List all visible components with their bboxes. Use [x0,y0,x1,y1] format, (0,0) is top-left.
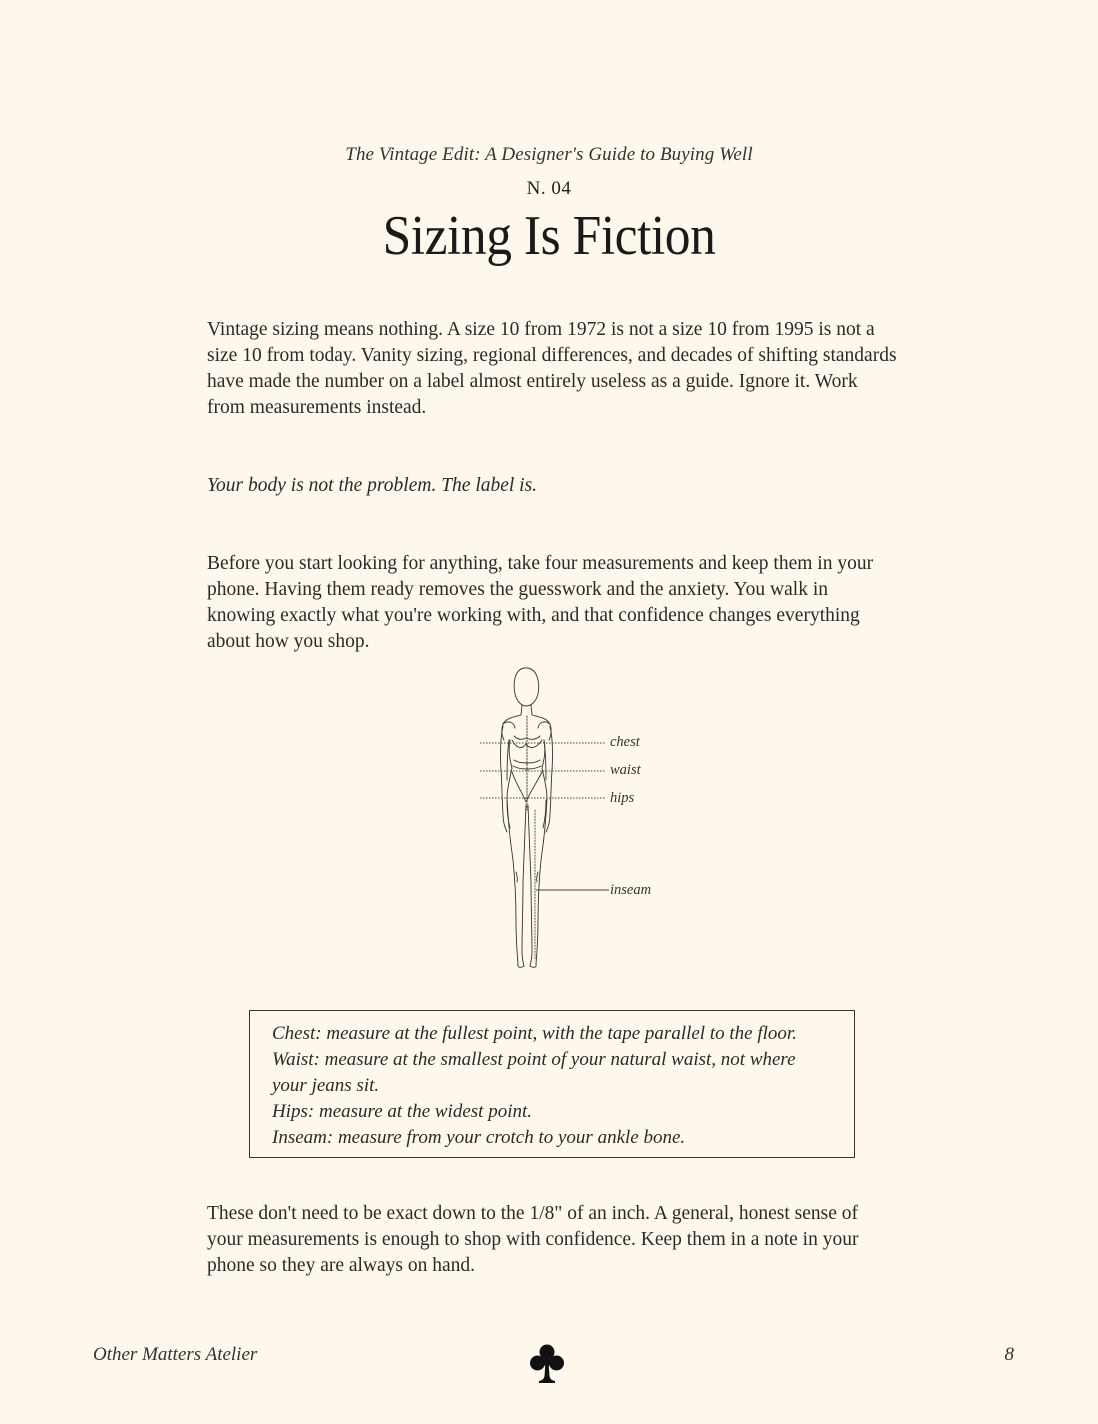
pull-quote: Your body is not the problem. The label is. [207,475,538,496]
hips-label: hips [610,790,635,806]
figure-right-leg-outer [536,798,547,964]
figure-neck [521,705,532,715]
note-hips: Hips: measure at the widest point. [272,1101,532,1122]
body-measurement-figure [470,660,670,972]
inseam-label: inseam [610,882,652,898]
figure-left-foot [518,964,524,967]
figure-left-leg-outer [507,798,518,964]
measurement-notes-box [249,1010,855,1158]
fashion-croquis-illustration [470,660,670,972]
figure-right-arm [546,726,553,832]
page-number: 8 [1004,1344,1014,1365]
series-title: The Vintage Edit: A Designer's Guide to Buying Well [345,144,753,165]
figure-left-leg-inner [522,805,526,966]
note-chest: Chest: measure at the fullest point, with the tape parallel to the floor. [272,1023,797,1044]
closing-paragraph: These don't need to be exact down to the 1/8" of an inch. A general, honest sense of your measurements is enough to shop with confidence. Keep them in a note in your phone so they are always on hand. [207,1203,859,1276]
note-inseam: Inseam: measure from your crotch to your ankle bone. [272,1127,686,1148]
waist-label: waist [610,762,641,778]
figure-right-foot [530,964,536,967]
issue-number: N. 04 [526,178,572,199]
note-waist: Waist: measure at the smallest point of your natural waist, not where your jeans sit. [272,1049,796,1096]
figure-head [514,668,539,706]
chest-label: chest [610,734,640,750]
figure-left-shoulder [502,715,521,740]
figure-left-arm [500,726,507,832]
chapter-title: Sizing Is Fiction [382,205,716,267]
figure-right-shoulder [532,715,551,740]
instructions-paragraph: Before you start looking for anything, take four measurements and keep them in your phone. Having them ready removes the guesswork and the anxiety. You walk in knowing exactly what you're working with, and that confidence changes everything about how you shop. [207,553,874,652]
intro-paragraph: Vintage sizing means nothing. A size 10 from 1972 is not a size 10 from 1995 is not a size 10 from today. Vanity sizing, regional differences, and decades of shifting standards have made the number on a label almost entirely useless as a guide. Ignore it. Work from measurements instead. [207,319,897,418]
figure-right-leg-inner [528,805,532,966]
club-icon [528,1342,566,1384]
footer-brand: Other Matters Atelier [93,1344,258,1365]
